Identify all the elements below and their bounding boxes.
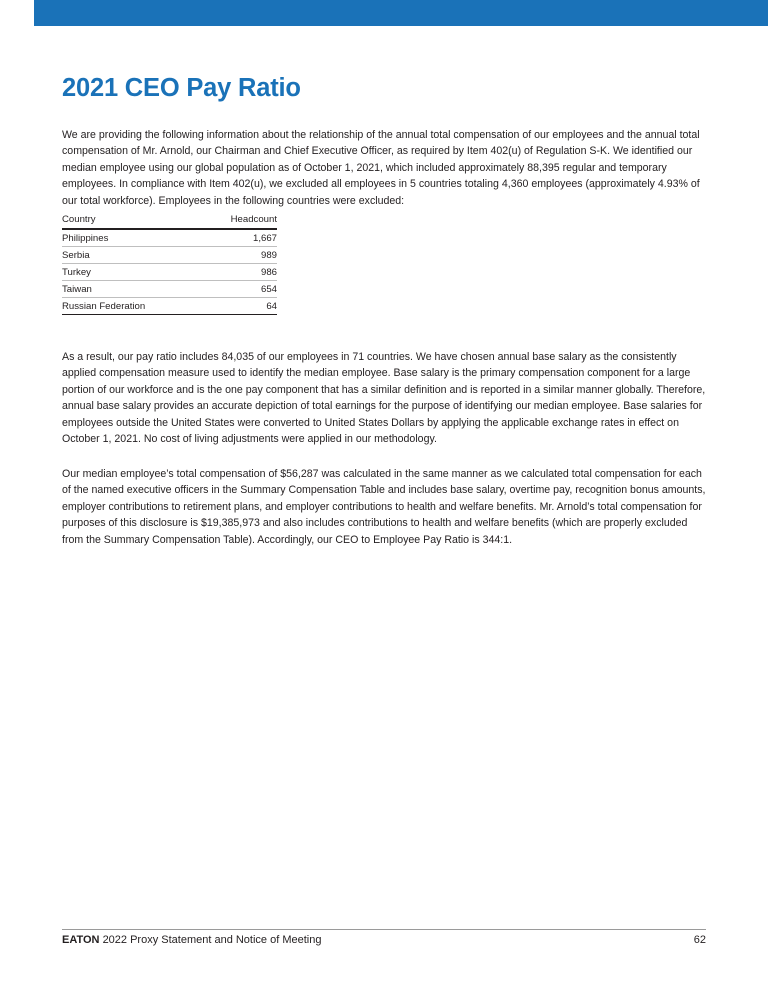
country-cell: Russian Federation — [62, 298, 200, 315]
footer-divider — [62, 929, 706, 930]
intro-paragraph: We are providing the following information about the relationship of the annual total compensation of our employees and the annual total compensation of Mr. Arnold, our Chairman and Chief Executive Officer, as required by Item 402(u) of Regulation S-K. We identified our median employee using our global population as of October 1, 2021, which included approximately 88,395 regular and temporary employees. In compliance with Item 402(u), we excluded all employees in 5 countries totaling 4,360 employees (approximately 4.93% of our total workforce). Employees in the following countries were excluded: — [62, 129, 700, 207]
country-cell: Turkey — [62, 264, 200, 281]
table-row — [62, 264, 277, 281]
median-compensation-paragraph: Our median employee’s total compensation of $56,287 was calculated in the same manner as we calculated total compensation for each of the named executive officers in the Summary Compensation Table and includes base salary, overtime pay, recognition bonus amounts, employer contributions to retirement plans, and employer contributions to health and welfare benefits. Mr. Arnold’s total compensation for purposes of this disclosure is $19,385,973 and also includes contributions to health and welfare benefits (which are properly excluded from the Summary Compensation Table). Accordingly, our CEO to Employee Pay Ratio is 344:1. — [62, 468, 706, 546]
headcount-cell: 64 — [200, 298, 277, 315]
country-cell: Taiwan — [62, 281, 200, 298]
footer-publication: 2022 Proxy Statement and Notice of Meeting — [102, 934, 322, 946]
headcount-cell: 1,667 — [200, 229, 277, 247]
page-title: 2021 CEO Pay Ratio — [62, 74, 301, 102]
header-bar — [34, 0, 768, 26]
footer-brand: EATON — [62, 934, 100, 946]
country-cell: Philippines — [62, 229, 200, 247]
country-cell: Serbia — [62, 247, 200, 264]
page-number: 62 — [693, 934, 706, 946]
table-row — [62, 281, 277, 298]
table-row — [62, 229, 277, 247]
table-row — [62, 247, 277, 264]
table-row — [62, 298, 277, 315]
headcount-cell: 986 — [200, 264, 277, 281]
page-footer — [62, 934, 706, 946]
headcount-cell: 989 — [200, 247, 277, 264]
headcount-column-header: Headcount — [200, 211, 277, 229]
excluded-countries-table — [62, 211, 277, 315]
country-column-header: Country — [62, 211, 200, 229]
result-paragraph: As a result, our pay ratio includes 84,035 of our employees in 71 countries. We have chosen annual base salary as the consistently applied compensation measure used to identify the median employee. Base salary is the primary compensation component for a large portion of our workforce and is the one pay component that has a similar definition and is reported in a similar manner globally. Therefore, annual base salary provides an accurate depiction of total earnings for the purpose of identifying our median employee. Base salaries for employees outside the United States were converted to United States Dollars by applying the applicable exchange rates in effect on October 1, 2021. No cost of living adjustments were applied in our methodology. — [62, 351, 706, 446]
table-header-row — [62, 211, 277, 229]
headcount-cell: 654 — [200, 281, 277, 298]
